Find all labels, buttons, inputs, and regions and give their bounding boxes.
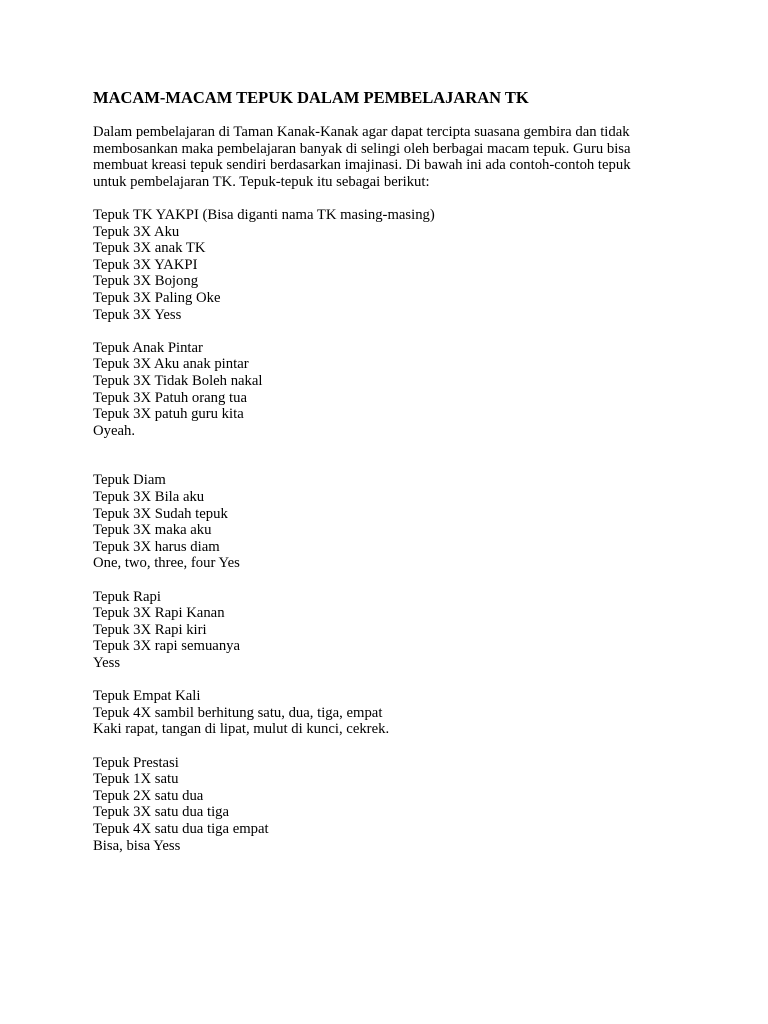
verse-line: Tepuk 3X Yess	[93, 306, 182, 323]
section-heading: Tepuk Anak Pintar	[93, 339, 203, 356]
section-tepuk-rapi	[93, 589, 673, 672]
verse-line: Kaki rapat, tangan di lipat, mulut di kunci, cekrek.	[93, 721, 390, 738]
section-tepuk-anak-pintar	[93, 340, 673, 440]
section-heading: Tepuk Diam	[93, 472, 166, 489]
section-heading: Tepuk Rapi	[93, 588, 161, 605]
verse-line: Tepuk 3X Aku	[93, 223, 180, 240]
section-tepuk-tk-yakpi	[93, 207, 673, 323]
verse-line: Tepuk 4X sambil berhitung satu, dua, tiga, empat	[93, 704, 383, 721]
verse-line: Tepuk 1X satu	[93, 771, 179, 788]
verse-line: Tepuk 3X patuh guru kita	[93, 406, 244, 423]
verse-line: Tepuk 3X harus diam	[93, 538, 220, 555]
intro-paragraph	[93, 124, 673, 190]
section-heading: Tepuk TK YAKPI (Bisa diganti nama TK masing-masing)	[93, 206, 435, 223]
verse-line: Tepuk 3X YAKPI	[93, 256, 198, 273]
document-page	[93, 88, 673, 854]
verse-line: Tepuk 3X Patuh orang tua	[93, 389, 247, 406]
verse-line: Tepuk 3X Paling Oke	[93, 289, 221, 306]
section-spacer	[93, 738, 673, 755]
verse-line: Tepuk 3X anak TK	[93, 240, 206, 257]
section-heading: Tepuk Prestasi	[93, 754, 179, 771]
verse-line: Tepuk 2X satu dua	[93, 787, 204, 804]
verse-line: Tepuk 4X satu dua tiga empat	[93, 820, 269, 837]
document-title: MACAM-MACAM TEPUK DALAM PEMBELAJARAN TK	[93, 88, 529, 107]
verse-line: Tepuk 3X Tidak Boleh nakal	[93, 372, 263, 389]
verse-line: Tepuk 3X satu dua tiga	[93, 804, 230, 821]
verse-line: Tepuk 3X Bojong	[93, 273, 199, 290]
verse-line: Tepuk 3X Rapi Kanan	[93, 605, 225, 622]
intro-line: untuk pembelajaran TK. Tepuk-tepuk itu sebagai berikut:	[93, 173, 430, 190]
verse-line: One, two, three, four Yes	[93, 555, 240, 572]
verse-line: Oyeah.	[93, 422, 136, 439]
section-spacer	[93, 672, 673, 689]
verse-line: Yess	[93, 655, 121, 671]
verse-line: Tepuk 3X maka aku	[93, 522, 212, 539]
verse-line: Bisa, bisa Yess	[93, 837, 181, 854]
verse-line: Tepuk 3X Bila aku	[93, 489, 205, 506]
section-spacer	[93, 572, 673, 589]
section-heading: Tepuk Empat Kali	[93, 688, 201, 705]
verse-line: Tepuk 3X rapi semuanya	[93, 638, 241, 655]
intro-line: membosankan maka pembelajaran banyak di selingi oleh berbagai macam tepuk. Guru bisa	[93, 140, 631, 157]
verse-line: Tepuk 3X Aku anak pintar	[93, 356, 249, 373]
verse-line: Tepuk 3X Sudah tepuk	[93, 505, 228, 522]
section-tepuk-empat-kali	[93, 688, 673, 738]
section-spacer	[93, 323, 673, 340]
section-tepuk-prestasi	[93, 755, 673, 855]
intro-line: membuat kreasi tepuk sendiri berdasarkan imajinasi. Di bawah ini ada contoh-contoh tepuk	[93, 157, 631, 174]
verse-line: Tepuk 3X Rapi kiri	[93, 621, 207, 638]
section-spacer	[93, 439, 673, 472]
intro-line: Dalam pembelajaran di Taman Kanak-Kanak agar dapat tercipta suasana gembira dan tidak	[93, 124, 630, 140]
section-tepuk-diam	[93, 472, 673, 572]
